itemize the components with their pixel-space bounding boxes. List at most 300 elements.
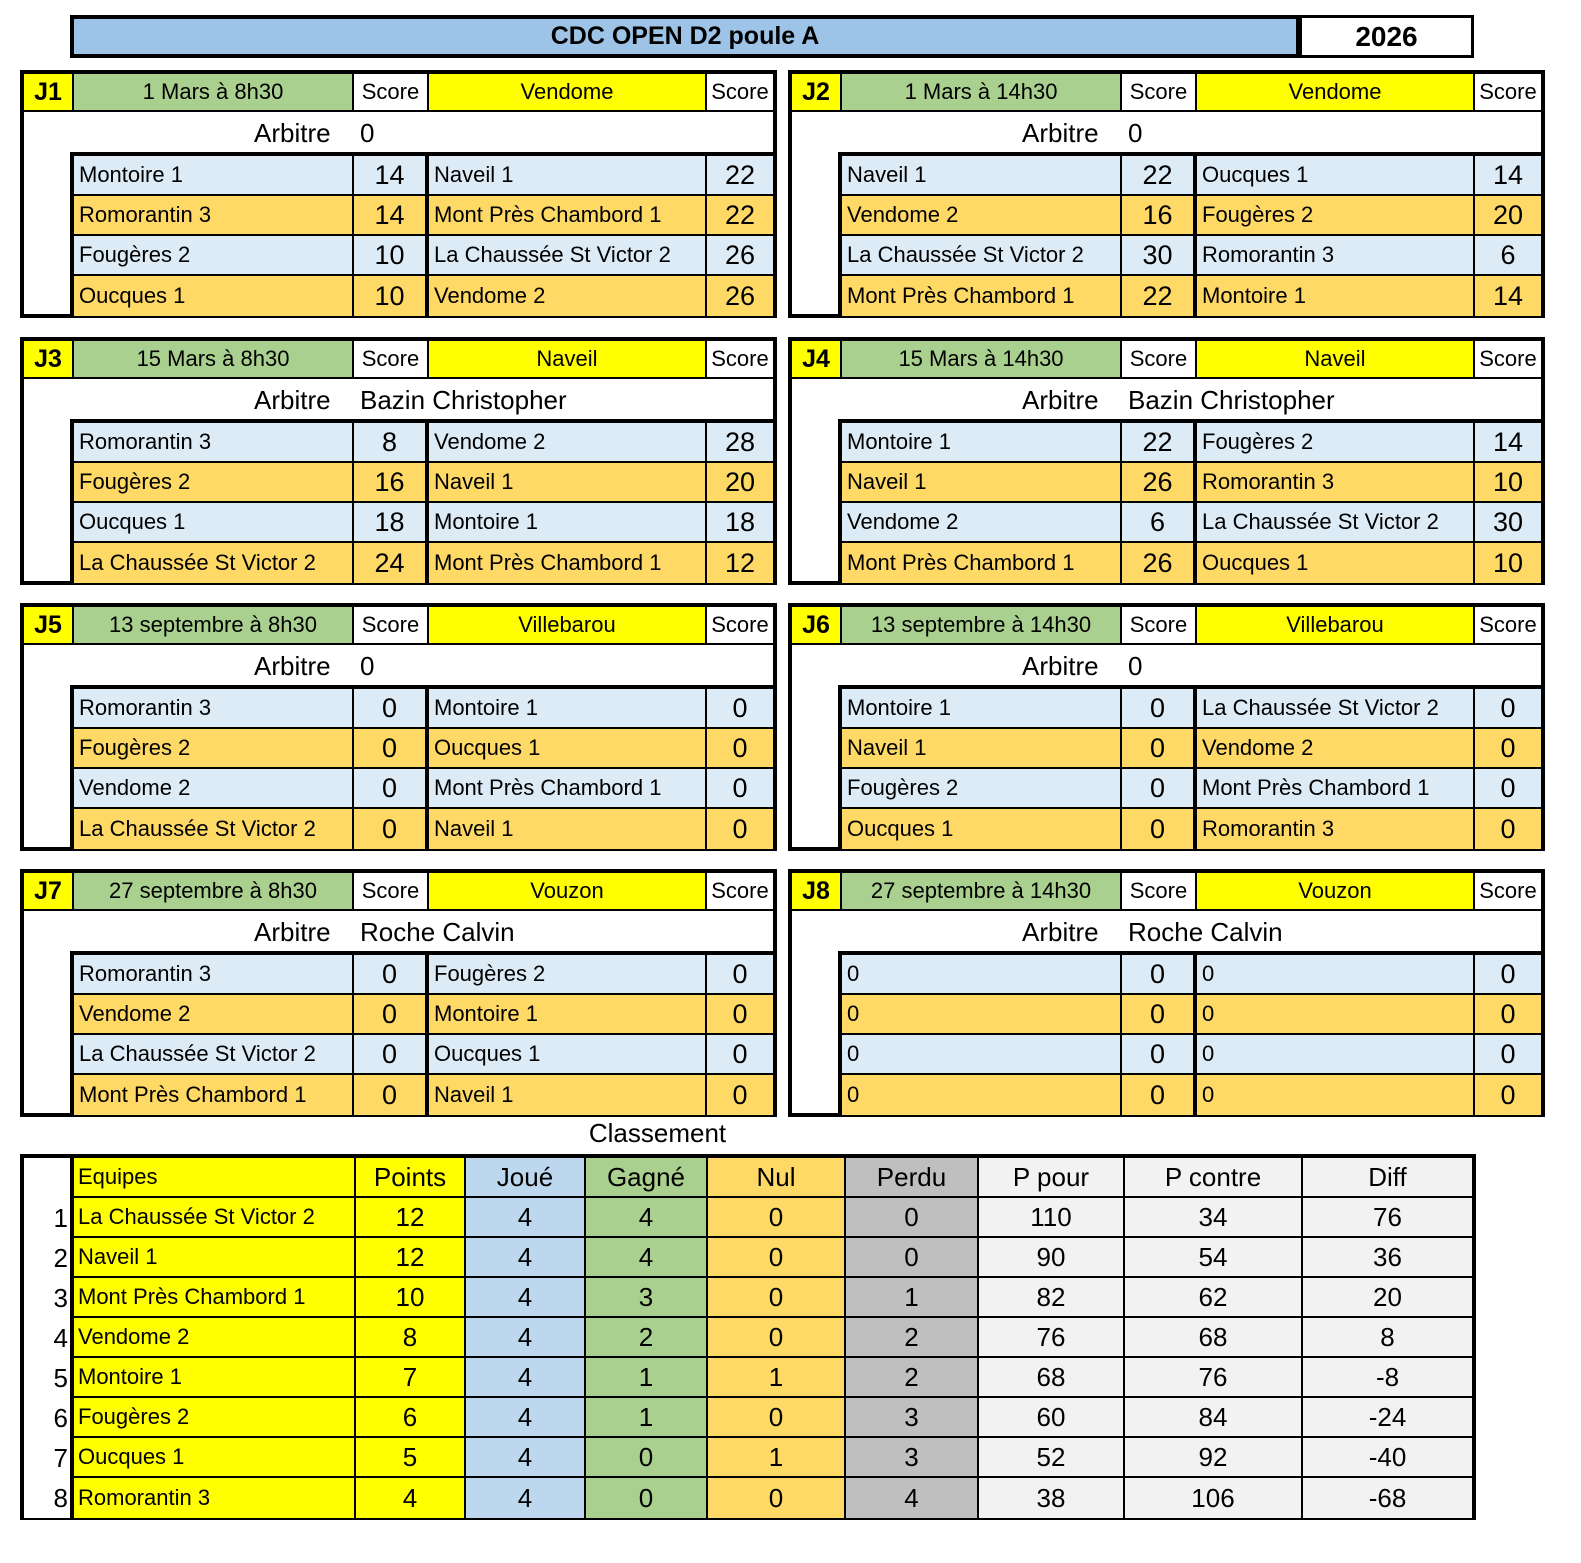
cell-gagne: 1 bbox=[586, 1358, 708, 1398]
classement-row bbox=[24, 1478, 1472, 1518]
matches-grid bbox=[838, 423, 1541, 583]
cell-equipes: Romorantin 3 bbox=[74, 1478, 356, 1518]
arbitre-name: Roche Calvin bbox=[1128, 916, 1283, 947]
arbitre-label: Arbitre bbox=[1022, 117, 1099, 148]
home-score: 30 bbox=[1122, 236, 1197, 274]
away-team: Naveil 1 bbox=[429, 463, 707, 501]
journee-date: 15 Mars à 14h30 bbox=[842, 341, 1122, 379]
header-points: Points bbox=[356, 1158, 466, 1198]
away-score: 18 bbox=[707, 503, 773, 541]
arbitre-label: Arbitre bbox=[254, 117, 331, 148]
cell-p-contre: 106 bbox=[1125, 1478, 1303, 1518]
journee-venue: Vendome bbox=[429, 74, 707, 112]
score-header: Score bbox=[1475, 74, 1541, 112]
match-row bbox=[70, 276, 773, 316]
cell-joue: 4 bbox=[466, 1238, 586, 1278]
journee-block-j3 bbox=[20, 337, 777, 585]
score-header: Score bbox=[354, 607, 429, 645]
cell-p-pour: 82 bbox=[979, 1278, 1125, 1318]
match-row bbox=[838, 503, 1541, 543]
cell-equipes: Naveil 1 bbox=[74, 1238, 356, 1278]
rank-number: 4 bbox=[24, 1318, 74, 1358]
cell-p-contre: 92 bbox=[1125, 1438, 1303, 1478]
away-score: 0 bbox=[1475, 809, 1541, 849]
match-row bbox=[838, 156, 1541, 196]
arbitre-name: 0 bbox=[360, 117, 375, 148]
away-team: Romorantin 3 bbox=[1197, 236, 1475, 274]
journee-date: 13 septembre à 14h30 bbox=[842, 607, 1122, 645]
away-score: 0 bbox=[707, 995, 773, 1033]
cell-equipes: Oucques 1 bbox=[74, 1438, 356, 1478]
rank-number: 5 bbox=[24, 1358, 74, 1398]
journee-label: J7 bbox=[24, 873, 74, 911]
page-title: CDC OPEN D2 poule A bbox=[70, 15, 1300, 58]
classement-row bbox=[24, 1438, 1472, 1478]
away-score: 0 bbox=[707, 729, 773, 767]
match-row bbox=[70, 809, 773, 849]
home-score: 0 bbox=[1122, 1075, 1197, 1115]
match-row bbox=[838, 236, 1541, 276]
score-header: Score bbox=[354, 74, 429, 112]
home-team: La Chaussée St Victor 2 bbox=[70, 543, 354, 583]
cell-p-contre: 84 bbox=[1125, 1398, 1303, 1438]
away-score: 22 bbox=[707, 156, 773, 194]
away-score: 28 bbox=[707, 423, 773, 461]
home-score: 0 bbox=[1122, 769, 1197, 807]
score-header: Score bbox=[707, 341, 773, 379]
cell-perdu: 0 bbox=[846, 1198, 979, 1238]
cell-diff: -8 bbox=[1303, 1358, 1472, 1398]
rank-number: 3 bbox=[24, 1278, 74, 1318]
journee-venue: Vendome bbox=[1197, 74, 1475, 112]
away-team: Vendome 2 bbox=[429, 276, 707, 316]
cell-diff: 76 bbox=[1303, 1198, 1472, 1238]
away-score: 20 bbox=[1475, 196, 1541, 234]
cell-gagne: 0 bbox=[586, 1438, 708, 1478]
home-team: Oucques 1 bbox=[70, 503, 354, 541]
home-score: 18 bbox=[354, 503, 429, 541]
home-score: 16 bbox=[354, 463, 429, 501]
away-score: 0 bbox=[1475, 1075, 1541, 1115]
cell-perdu: 3 bbox=[846, 1398, 979, 1438]
away-score: 10 bbox=[1475, 463, 1541, 501]
classement-title: Classement bbox=[588, 1118, 727, 1148]
cell-gagne: 3 bbox=[586, 1278, 708, 1318]
match-row bbox=[838, 769, 1541, 809]
away-team: Fougères 2 bbox=[1197, 196, 1475, 234]
cell-p-contre: 62 bbox=[1125, 1278, 1303, 1318]
away-score: 26 bbox=[707, 276, 773, 316]
home-team: Romorantin 3 bbox=[70, 955, 354, 993]
cell-points: 8 bbox=[356, 1318, 466, 1358]
cell-nul: 0 bbox=[708, 1398, 846, 1438]
match-row bbox=[838, 729, 1541, 769]
cell-points: 5 bbox=[356, 1438, 466, 1478]
home-team: Romorantin 3 bbox=[70, 423, 354, 461]
home-score: 26 bbox=[1122, 463, 1197, 501]
home-team: Vendome 2 bbox=[838, 196, 1122, 234]
away-score: 0 bbox=[1475, 689, 1541, 727]
arbitre-name: Bazin Christopher bbox=[360, 384, 567, 415]
match-row bbox=[70, 503, 773, 543]
header-diff: Diff bbox=[1303, 1158, 1472, 1198]
away-score: 22 bbox=[707, 196, 773, 234]
cell-nul: 0 bbox=[708, 1478, 846, 1518]
cell-nul: 1 bbox=[708, 1358, 846, 1398]
away-score: 12 bbox=[707, 543, 773, 583]
away-team: Montoire 1 bbox=[429, 995, 707, 1033]
classement-row bbox=[24, 1238, 1472, 1278]
header-perdu: Perdu bbox=[846, 1158, 979, 1198]
home-team: 0 bbox=[838, 995, 1122, 1033]
rank-number: 8 bbox=[24, 1478, 74, 1518]
classement-row bbox=[24, 1278, 1472, 1318]
match-row bbox=[70, 769, 773, 809]
rank-number: 2 bbox=[24, 1238, 74, 1278]
match-row bbox=[70, 156, 773, 196]
away-team: Vendome 2 bbox=[1197, 729, 1475, 767]
away-team: Romorantin 3 bbox=[1197, 463, 1475, 501]
cell-joue: 4 bbox=[466, 1318, 586, 1358]
arbitre-row bbox=[24, 381, 773, 419]
journee-venue: Naveil bbox=[1197, 341, 1475, 379]
cell-points: 6 bbox=[356, 1398, 466, 1438]
cell-diff: 8 bbox=[1303, 1318, 1472, 1358]
cell-points: 12 bbox=[356, 1238, 466, 1278]
match-row bbox=[70, 995, 773, 1035]
home-team: 0 bbox=[838, 955, 1122, 993]
home-team: Montoire 1 bbox=[70, 156, 354, 194]
match-row bbox=[838, 463, 1541, 503]
away-team: Naveil 1 bbox=[429, 156, 707, 194]
arbitre-label: Arbitre bbox=[254, 384, 331, 415]
journee-venue: Villebarou bbox=[1197, 607, 1475, 645]
journee-block-j2 bbox=[788, 70, 1545, 318]
matches-grid bbox=[838, 955, 1541, 1115]
journee-venue: Vouzon bbox=[1197, 873, 1475, 911]
journee-block-j5 bbox=[20, 603, 777, 851]
cell-p-contre: 76 bbox=[1125, 1358, 1303, 1398]
cell-gagne: 0 bbox=[586, 1478, 708, 1518]
cell-equipes: Fougères 2 bbox=[74, 1398, 356, 1438]
cell-nul: 0 bbox=[708, 1278, 846, 1318]
match-row bbox=[70, 423, 773, 463]
home-team: 0 bbox=[838, 1075, 1122, 1115]
cell-p-pour: 38 bbox=[979, 1478, 1125, 1518]
cell-p-pour: 76 bbox=[979, 1318, 1125, 1358]
away-team: Mont Près Chambord 1 bbox=[429, 196, 707, 234]
match-row bbox=[70, 689, 773, 729]
away-score: 14 bbox=[1475, 423, 1541, 461]
header-gagne: Gagné bbox=[586, 1158, 708, 1198]
cell-p-pour: 110 bbox=[979, 1198, 1125, 1238]
classement-table bbox=[20, 1154, 1476, 1520]
journee-block-j8 bbox=[788, 869, 1545, 1117]
away-score: 0 bbox=[1475, 955, 1541, 993]
away-team: Mont Près Chambord 1 bbox=[429, 769, 707, 807]
away-score: 0 bbox=[1475, 995, 1541, 1033]
away-team: La Chaussée St Victor 2 bbox=[1197, 503, 1475, 541]
journee-label: J1 bbox=[24, 74, 74, 112]
match-row bbox=[838, 543, 1541, 583]
score-header: Score bbox=[707, 607, 773, 645]
score-header: Score bbox=[354, 873, 429, 911]
arbitre-label: Arbitre bbox=[254, 650, 331, 681]
matches-grid bbox=[838, 156, 1541, 316]
home-team: Mont Près Chambord 1 bbox=[70, 1075, 354, 1115]
cell-points: 4 bbox=[356, 1478, 466, 1518]
away-score: 0 bbox=[1475, 769, 1541, 807]
season-year: 2026 bbox=[1299, 15, 1474, 58]
classement-row bbox=[24, 1398, 1472, 1438]
away-team: La Chaussée St Victor 2 bbox=[1197, 689, 1475, 727]
cell-equipes: Vendome 2 bbox=[74, 1318, 356, 1358]
arbitre-name: 0 bbox=[360, 650, 375, 681]
arbitre-name: Bazin Christopher bbox=[1128, 384, 1335, 415]
cell-gagne: 4 bbox=[586, 1238, 708, 1278]
journee-block-j7 bbox=[20, 869, 777, 1117]
cell-points: 7 bbox=[356, 1358, 466, 1398]
away-team: Mont Près Chambord 1 bbox=[429, 543, 707, 583]
away-score: 14 bbox=[1475, 276, 1541, 316]
header-nul: Nul bbox=[708, 1158, 846, 1198]
away-team: Oucques 1 bbox=[1197, 543, 1475, 583]
cell-equipes: Mont Près Chambord 1 bbox=[74, 1278, 356, 1318]
matches-grid bbox=[70, 423, 773, 583]
away-score: 0 bbox=[707, 769, 773, 807]
home-team: Vendome 2 bbox=[838, 503, 1122, 541]
journee-date: 15 Mars à 8h30 bbox=[74, 341, 354, 379]
cell-p-pour: 52 bbox=[979, 1438, 1125, 1478]
cell-gagne: 2 bbox=[586, 1318, 708, 1358]
arbitre-label: Arbitre bbox=[254, 916, 331, 947]
match-row bbox=[838, 809, 1541, 849]
away-team: 0 bbox=[1197, 1035, 1475, 1073]
journee-date: 1 Mars à 14h30 bbox=[842, 74, 1122, 112]
cell-p-contre: 34 bbox=[1125, 1198, 1303, 1238]
cell-gagne: 4 bbox=[586, 1198, 708, 1238]
score-header: Score bbox=[354, 341, 429, 379]
home-score: 22 bbox=[1122, 156, 1197, 194]
match-row bbox=[838, 196, 1541, 236]
score-header: Score bbox=[1475, 607, 1541, 645]
cell-p-pour: 90 bbox=[979, 1238, 1125, 1278]
cell-diff: 20 bbox=[1303, 1278, 1472, 1318]
home-score: 14 bbox=[354, 196, 429, 234]
away-score: 0 bbox=[707, 1075, 773, 1115]
match-row bbox=[838, 995, 1541, 1035]
home-team: Mont Près Chambord 1 bbox=[838, 276, 1122, 316]
home-team: Oucques 1 bbox=[838, 809, 1122, 849]
away-team: Romorantin 3 bbox=[1197, 809, 1475, 849]
home-score: 0 bbox=[354, 995, 429, 1033]
home-score: 22 bbox=[1122, 423, 1197, 461]
cell-joue: 4 bbox=[466, 1278, 586, 1318]
away-team: Vendome 2 bbox=[429, 423, 707, 461]
match-row bbox=[838, 423, 1541, 463]
match-row bbox=[70, 543, 773, 583]
journee-label: J8 bbox=[792, 873, 842, 911]
cell-perdu: 2 bbox=[846, 1318, 979, 1358]
away-team: Montoire 1 bbox=[429, 503, 707, 541]
score-header: Score bbox=[1122, 341, 1197, 379]
away-team: Naveil 1 bbox=[429, 1075, 707, 1115]
cell-nul: 0 bbox=[708, 1198, 846, 1238]
classement-row bbox=[24, 1198, 1472, 1238]
journee-date: 27 septembre à 8h30 bbox=[74, 873, 354, 911]
matches-grid bbox=[70, 955, 773, 1115]
arbitre-row bbox=[792, 114, 1541, 152]
away-team: La Chaussée St Victor 2 bbox=[429, 236, 707, 274]
journee-venue: Naveil bbox=[429, 341, 707, 379]
home-team: Montoire 1 bbox=[838, 423, 1122, 461]
cell-p-contre: 54 bbox=[1125, 1238, 1303, 1278]
home-team: Naveil 1 bbox=[838, 463, 1122, 501]
journee-block-j1 bbox=[20, 70, 777, 318]
home-score: 0 bbox=[354, 1075, 429, 1115]
matches-grid bbox=[70, 689, 773, 849]
away-score: 10 bbox=[1475, 543, 1541, 583]
rank-number: 1 bbox=[24, 1198, 74, 1238]
home-team: Mont Près Chambord 1 bbox=[838, 543, 1122, 583]
home-score: 0 bbox=[1122, 955, 1197, 993]
cell-p-pour: 68 bbox=[979, 1358, 1125, 1398]
home-team: Romorantin 3 bbox=[70, 689, 354, 727]
away-score: 30 bbox=[1475, 503, 1541, 541]
away-team: Fougères 2 bbox=[1197, 423, 1475, 461]
away-score: 0 bbox=[1475, 1035, 1541, 1073]
header-joue: Joué bbox=[466, 1158, 586, 1198]
home-team: Romorantin 3 bbox=[70, 196, 354, 234]
journee-date: 27 septembre à 14h30 bbox=[842, 873, 1122, 911]
cell-joue: 4 bbox=[466, 1358, 586, 1398]
arbitre-row bbox=[792, 647, 1541, 685]
journee-label: J3 bbox=[24, 341, 74, 379]
home-score: 0 bbox=[1122, 809, 1197, 849]
home-score: 24 bbox=[354, 543, 429, 583]
home-score: 0 bbox=[1122, 689, 1197, 727]
arbitre-name: 0 bbox=[1128, 117, 1143, 148]
arbitre-row bbox=[24, 913, 773, 951]
cell-perdu: 3 bbox=[846, 1438, 979, 1478]
match-row bbox=[838, 1035, 1541, 1075]
away-team: Oucques 1 bbox=[429, 1035, 707, 1073]
journee-label: J6 bbox=[792, 607, 842, 645]
cell-diff: -24 bbox=[1303, 1398, 1472, 1438]
home-team: Fougères 2 bbox=[70, 463, 354, 501]
arbitre-label: Arbitre bbox=[1022, 384, 1099, 415]
header-equipes: Equipes bbox=[74, 1158, 356, 1198]
away-score: 0 bbox=[707, 955, 773, 993]
score-header: Score bbox=[1475, 341, 1541, 379]
home-team: Fougères 2 bbox=[70, 729, 354, 767]
cell-joue: 4 bbox=[466, 1398, 586, 1438]
arbitre-row bbox=[24, 647, 773, 685]
journee-label: J4 bbox=[792, 341, 842, 379]
home-team: Naveil 1 bbox=[838, 156, 1122, 194]
home-team: Vendome 2 bbox=[70, 769, 354, 807]
home-score: 6 bbox=[1122, 503, 1197, 541]
away-team: Montoire 1 bbox=[429, 689, 707, 727]
cell-joue: 4 bbox=[466, 1198, 586, 1238]
home-score: 0 bbox=[354, 689, 429, 727]
away-team: 0 bbox=[1197, 955, 1475, 993]
match-row bbox=[70, 729, 773, 769]
score-header: Score bbox=[1475, 873, 1541, 911]
header-p-contre: P contre bbox=[1125, 1158, 1303, 1198]
home-score: 0 bbox=[354, 809, 429, 849]
score-header: Score bbox=[1122, 873, 1197, 911]
cell-nul: 1 bbox=[708, 1438, 846, 1478]
score-header: Score bbox=[1122, 74, 1197, 112]
score-header: Score bbox=[1122, 607, 1197, 645]
away-score: 20 bbox=[707, 463, 773, 501]
match-row bbox=[70, 1035, 773, 1075]
home-score: 22 bbox=[1122, 276, 1197, 316]
arbitre-row bbox=[792, 913, 1541, 951]
home-team: La Chaussée St Victor 2 bbox=[70, 1035, 354, 1073]
score-header: Score bbox=[707, 74, 773, 112]
classement-header-row bbox=[24, 1158, 1472, 1198]
home-score: 0 bbox=[354, 769, 429, 807]
score-header: Score bbox=[707, 873, 773, 911]
arbitre-name: 0 bbox=[1128, 650, 1143, 681]
journee-venue: Villebarou bbox=[429, 607, 707, 645]
away-team: Fougères 2 bbox=[429, 955, 707, 993]
match-row bbox=[838, 689, 1541, 729]
arbitre-label: Arbitre bbox=[1022, 650, 1099, 681]
home-score: 0 bbox=[1122, 1035, 1197, 1073]
cell-p-contre: 68 bbox=[1125, 1318, 1303, 1358]
journee-venue: Vouzon bbox=[429, 873, 707, 911]
away-team: Montoire 1 bbox=[1197, 276, 1475, 316]
home-score: 0 bbox=[1122, 995, 1197, 1033]
away-score: 0 bbox=[707, 1035, 773, 1073]
home-team: Montoire 1 bbox=[838, 689, 1122, 727]
home-score: 10 bbox=[354, 236, 429, 274]
home-score: 16 bbox=[1122, 196, 1197, 234]
match-row bbox=[838, 955, 1541, 995]
away-score: 6 bbox=[1475, 236, 1541, 274]
rank-header-blank bbox=[24, 1158, 74, 1198]
cell-equipes: La Chaussée St Victor 2 bbox=[74, 1198, 356, 1238]
arbitre-row bbox=[792, 381, 1541, 419]
arbitre-row bbox=[24, 114, 773, 152]
cell-joue: 4 bbox=[466, 1438, 586, 1478]
away-score: 0 bbox=[707, 809, 773, 849]
away-team: Naveil 1 bbox=[429, 809, 707, 849]
cell-perdu: 1 bbox=[846, 1278, 979, 1318]
journee-date: 1 Mars à 8h30 bbox=[74, 74, 354, 112]
home-score: 8 bbox=[354, 423, 429, 461]
away-score: 26 bbox=[707, 236, 773, 274]
home-team: Oucques 1 bbox=[70, 276, 354, 316]
away-score: 14 bbox=[1475, 156, 1541, 194]
cell-diff: -68 bbox=[1303, 1478, 1472, 1518]
match-row bbox=[70, 463, 773, 503]
home-team: 0 bbox=[838, 1035, 1122, 1073]
away-team: Oucques 1 bbox=[429, 729, 707, 767]
home-team: La Chaussée St Victor 2 bbox=[70, 809, 354, 849]
cell-p-pour: 60 bbox=[979, 1398, 1125, 1438]
header-p-pour: P pour bbox=[979, 1158, 1125, 1198]
cell-perdu: 4 bbox=[846, 1478, 979, 1518]
cell-equipes: Montoire 1 bbox=[74, 1358, 356, 1398]
journee-block-j6 bbox=[788, 603, 1545, 851]
classement-row bbox=[24, 1358, 1472, 1398]
home-score: 26 bbox=[1122, 543, 1197, 583]
cell-diff: -40 bbox=[1303, 1438, 1472, 1478]
